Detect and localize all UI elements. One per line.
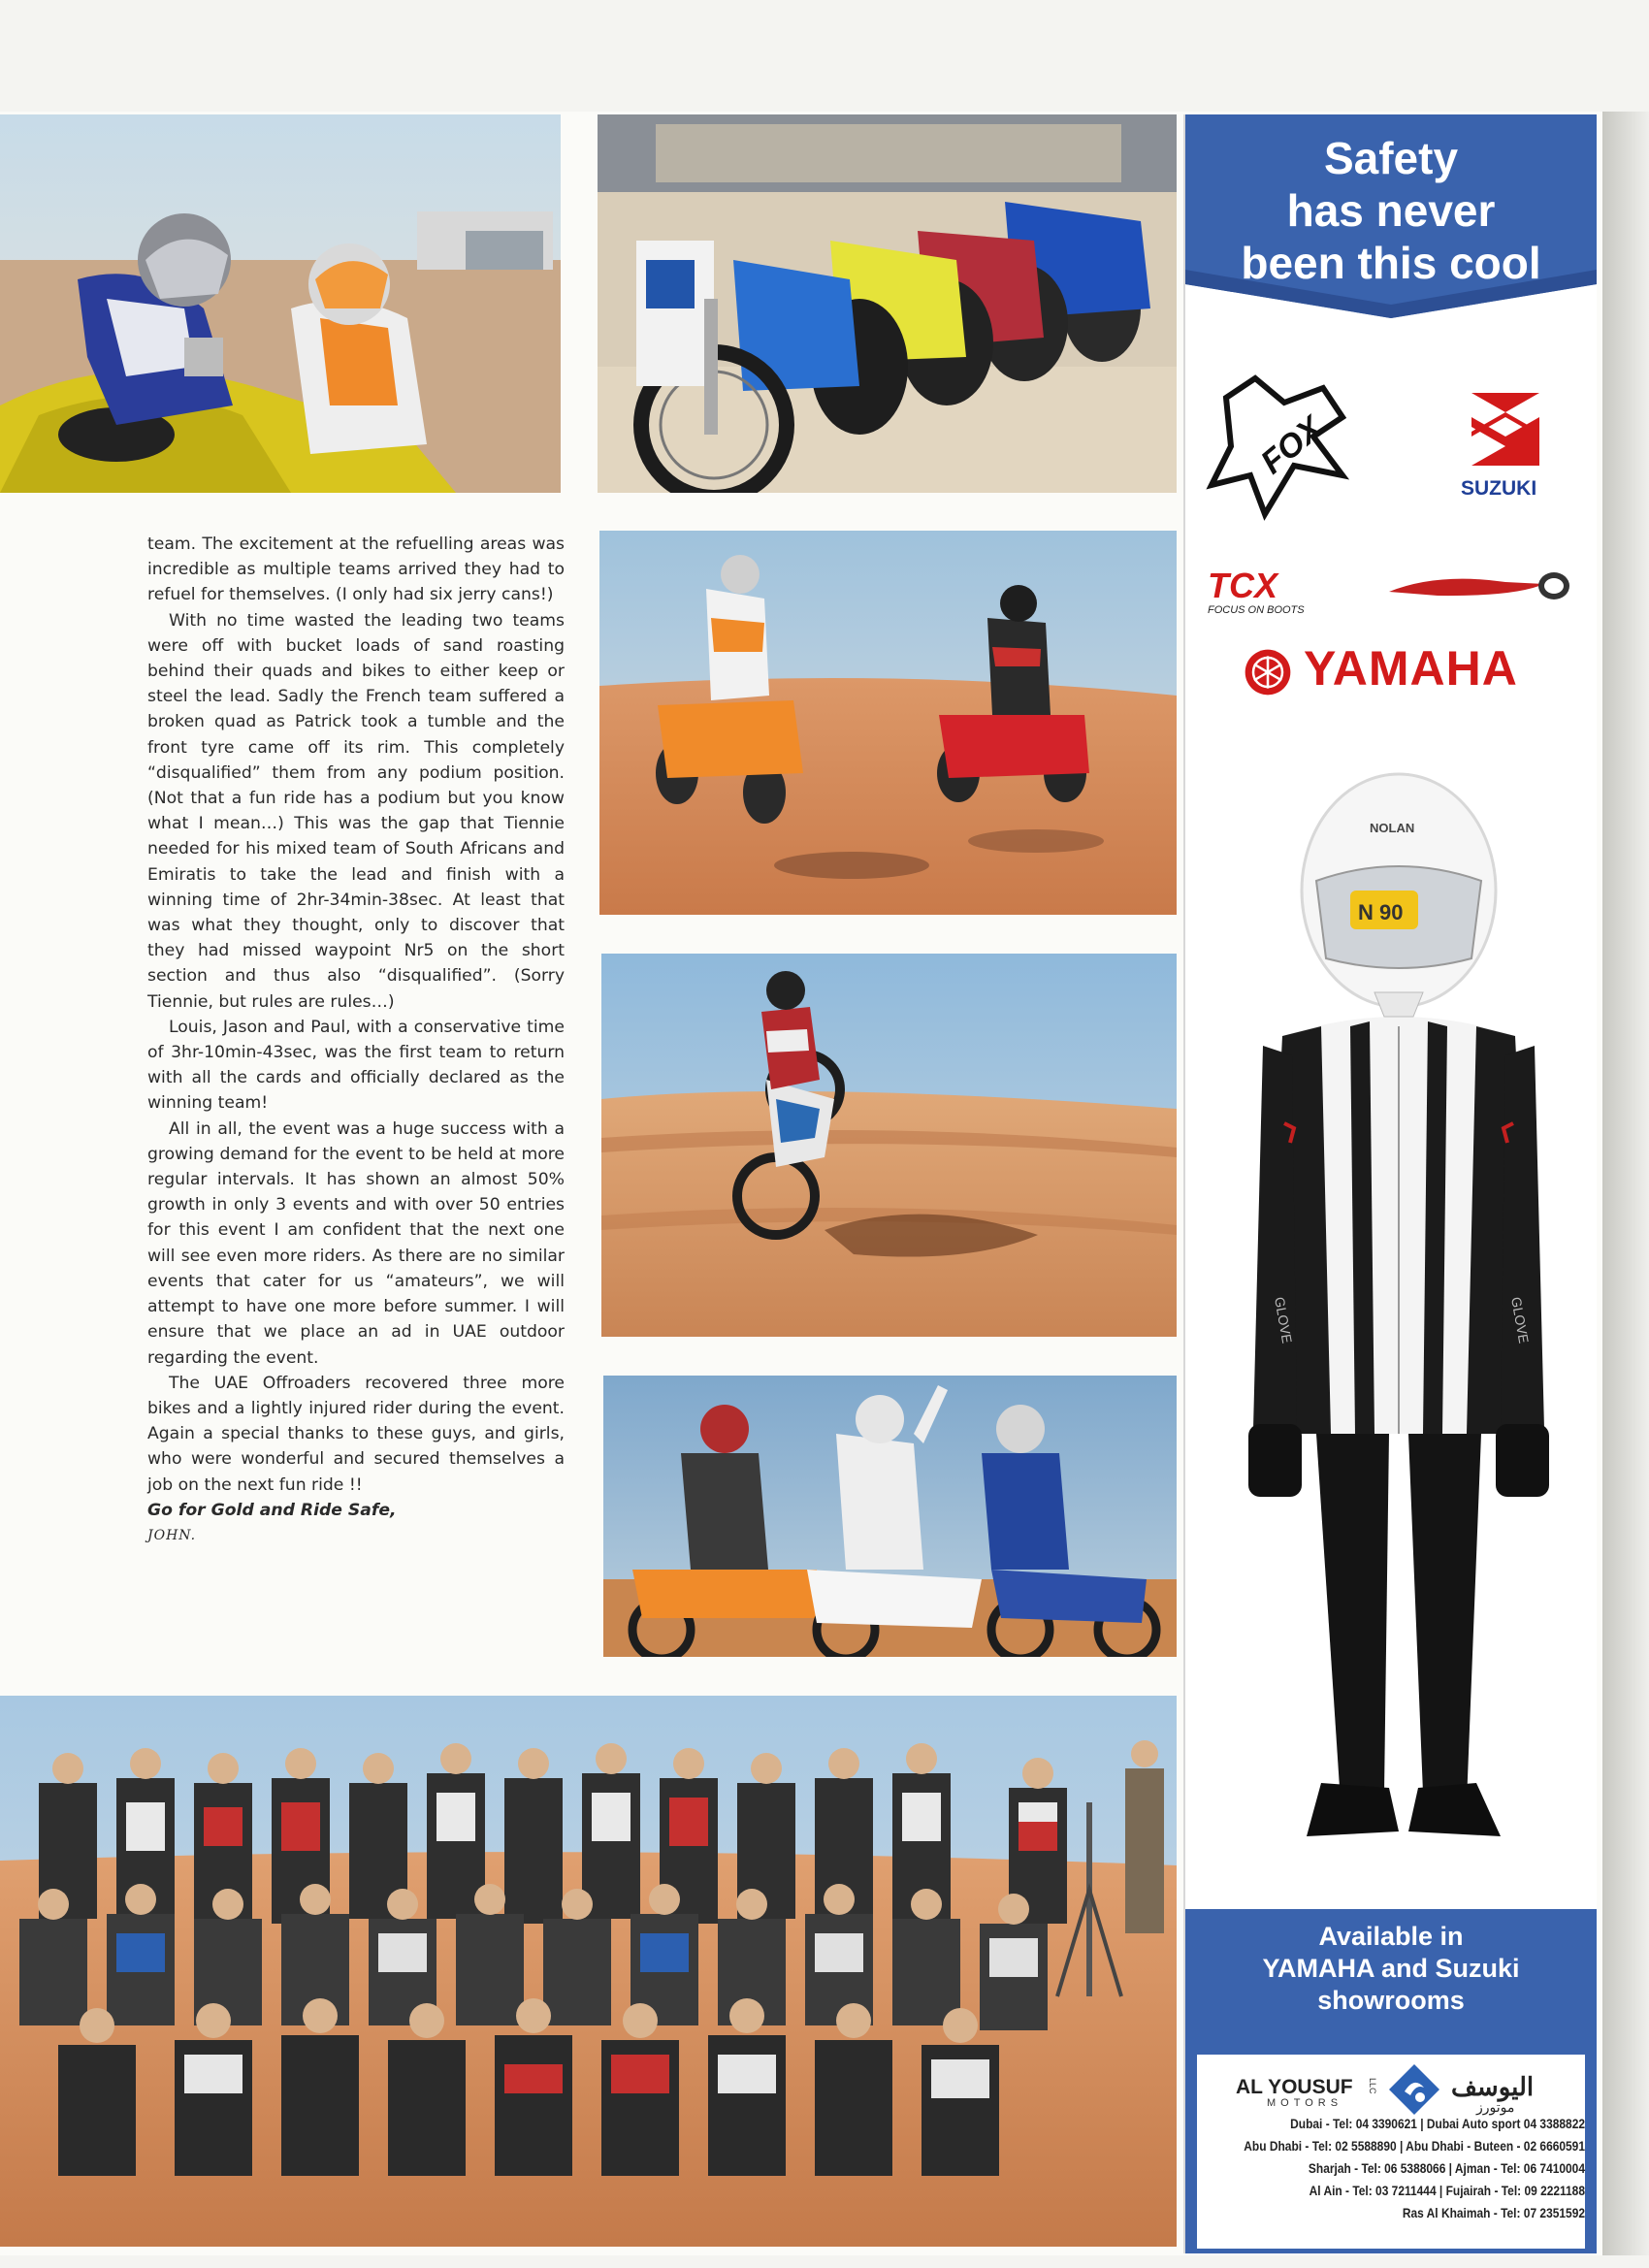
article-body — [147, 532, 565, 1548]
scan-margin-top — [0, 0, 1649, 112]
tcx-logo — [1200, 561, 1355, 619]
tcx-logo-text: TCX — [1208, 566, 1277, 605]
yamaha-logo-text: YAMAHA — [1304, 641, 1518, 696]
yamaha-logo — [1244, 640, 1554, 708]
contact-line: Dubai - Tel: 04 3390621 | Dubai Auto sport 04 3388822 — [1290, 2117, 1585, 2131]
availability-line: Available in — [1318, 1922, 1464, 1951]
contact-line: Abu Dhabi - Tel: 02 5588890 | Abu Dhabi - Buteen - 02 6660591 — [1244, 2139, 1585, 2154]
dealer-contacts — [1233, 2113, 1585, 2224]
dealer-subtitle: MOTORS — [1267, 2097, 1343, 2109]
fox-logo-text: FOX — [1253, 409, 1330, 482]
jacket-sleeve-text: GLOVE — [1272, 1295, 1296, 1345]
dealer-subtitle-arabic: موتورز — [1476, 2099, 1515, 2115]
ad-headline-line: has never — [1286, 185, 1496, 236]
article-paragraph: With no time wasted the leading two teams were off with bucket loads of sand roasting behind their quads and bikes to either keep or steel the lead. Sadly the French team suffered a broken quad as Patrick took a tumble and the front tyre came off its rim. This completely “disqualified” them from any podium position. (Not that a fun ride has a podium but you know what I mean…) This was the gap that Tiennie needed for his mixed team of South Africans and Emiratis to take the lead and finish with a winning time of 2hr-34min-38sec. At least that was what they thought, only to discover that they had missed waypoint Nr5 on the short section and thus also “disqualified”. (Sorry Tiennie, but rules are rules…) — [147, 610, 565, 1012]
dealer-suffix: LLC — [1368, 2078, 1377, 2094]
contact-line: Ras Al Khaimah - Tel: 07 2351592 — [1402, 2206, 1585, 2220]
article-signature: JOHN. — [147, 1527, 197, 1543]
availability-line: showrooms — [1317, 1986, 1465, 2015]
two-quads-dune-photo — [599, 531, 1177, 915]
safety-gear-advertisement — [1183, 114, 1597, 2253]
parked-quads-photo — [598, 114, 1177, 493]
ad-headline-line: Safety — [1323, 133, 1459, 183]
dealer-name: AL YOUSUF — [1236, 2076, 1353, 2098]
yamaha-emblem-icon — [1244, 648, 1292, 697]
dirt-bike-wheelie-photo — [601, 954, 1177, 1337]
availability-line: YAMAHA and Suzuki — [1262, 1954, 1520, 1983]
al-yousuf-logo-icon — [1387, 2062, 1441, 2117]
riders-refuelling-photo — [0, 114, 561, 493]
glove-brand-logo — [1379, 563, 1573, 611]
dealer-name-arabic: اليوسف — [1451, 2072, 1535, 2101]
contact-line: Al Ain - Tel: 03 7211444 | Fujairah - Tel: 09 2221188 — [1309, 2184, 1585, 2198]
helmet-brand-text: NOLAN — [1370, 821, 1415, 835]
article-paragraph: All in all, the event was a huge success with a growing demand for the event to be held at more regular intervals. It has shown an almost 50% growth in only 3 events and with over 50 entries for this event I am confident that the next one will see even more riders. As there are no similar events that cater for us “amateurs”, we will attempt to have one more before summer. I will ensure that we place an ad in UAE outdoor regarding the event. — [147, 1118, 565, 1368]
rider-model-figure — [1224, 735, 1573, 1880]
availability-text — [1185, 1921, 1597, 2017]
article-paragraph: The UAE Offroaders recovered three more bikes and a lightly injured rider during the event. Again a special thanks to these guys, and girls, who were wonderful and secured themselves a job on the next fun ride !! — [147, 1373, 565, 1495]
group-photo — [0, 1696, 1177, 2247]
page-edge-shadow — [1602, 112, 1649, 2255]
contact-line: Sharjah - Tel: 06 5388066 | Ajman - Tel: 06 7410004 — [1308, 2161, 1585, 2176]
ad-headline — [1185, 132, 1597, 289]
fox-logo — [1197, 369, 1362, 524]
article-signoff: Go for Gold and Ride Safe, — [147, 1500, 397, 1520]
suzuki-logo — [1447, 388, 1564, 504]
article-paragraph: Louis, Jason and Paul, with a conservative time of 3hr-10min-43sec, was the first team to return with all the cards and officially declared as the winning team! — [147, 1017, 565, 1114]
jacket-sleeve-text: GLOVE — [1508, 1295, 1533, 1345]
article-paragraph: team. The excitement at the refuelling areas was incredible as multiple teams arrived they had to refuel for themselves. (I only had six jerry cans!) — [147, 535, 565, 605]
tcx-logo-tagline: FOCUS ON BOOTS — [1208, 604, 1305, 616]
three-riders-photo — [603, 1376, 1177, 1657]
helmet-visor-text: N 90 — [1358, 900, 1404, 924]
ad-headline-line: been this cool — [1241, 238, 1541, 288]
scan-margin-bottom — [0, 2255, 1649, 2268]
suzuki-logo-text: SUZUKI — [1461, 477, 1537, 500]
